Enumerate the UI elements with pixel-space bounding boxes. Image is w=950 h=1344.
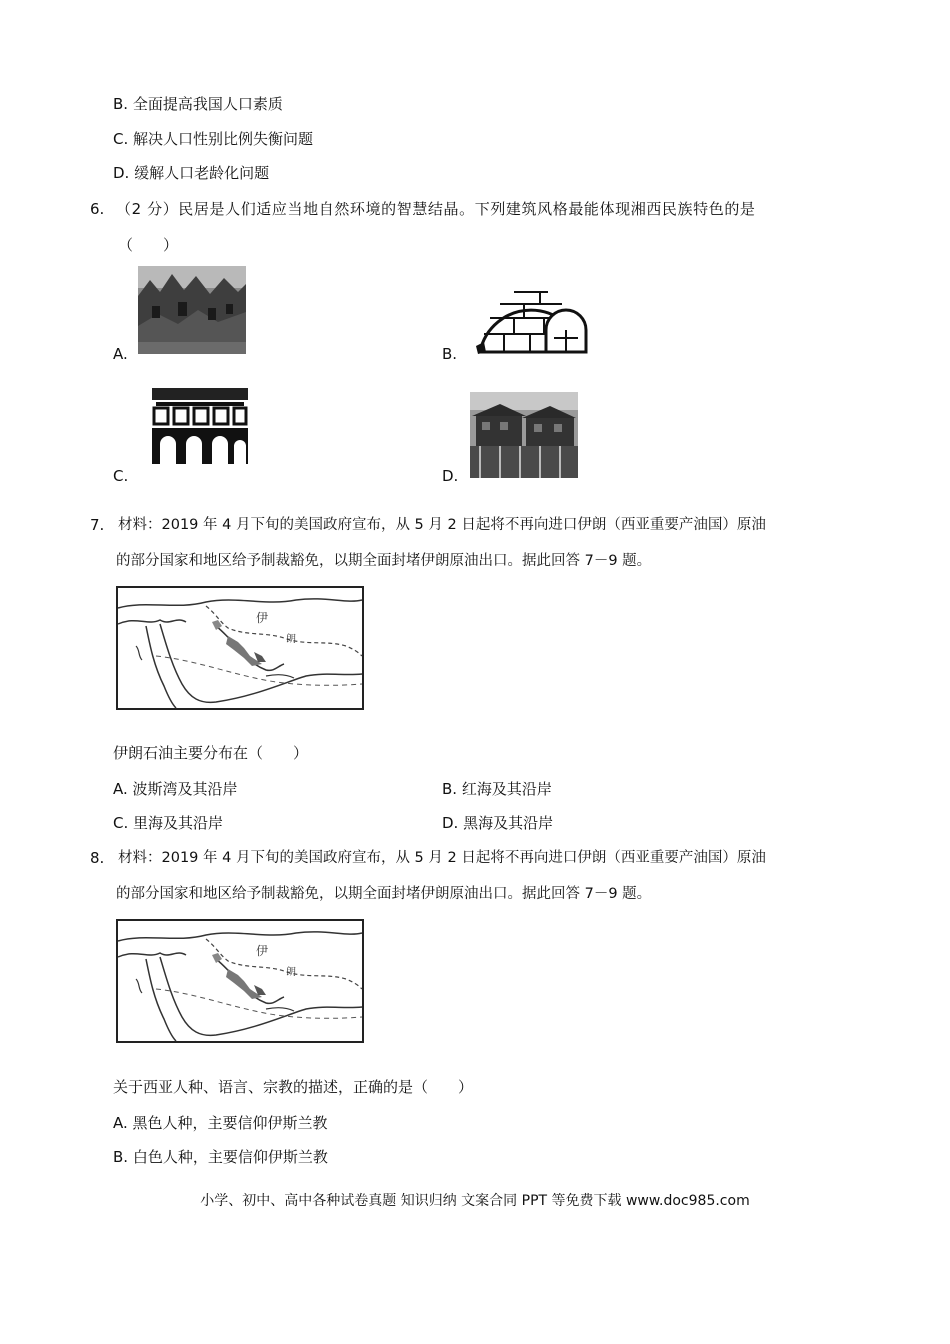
q8-option-b: B. 白色人种，主要信仰伊斯兰教: [113, 1148, 328, 1166]
q7-map-label-yi: 伊: [256, 611, 269, 625]
q8-map-label-yi: 伊: [256, 944, 269, 958]
q6-label-d: D.: [442, 467, 459, 485]
q5-option-c: C. 解决人口性别比例失衡问题: [113, 130, 314, 148]
q7-material-line2: 的部分国家和地区给予制裁豁免，以期全面封堵伊朗原油出口。据此回答 7－9 题。: [116, 553, 652, 569]
q7-option-a: A. 波斯湾及其沿岸: [113, 780, 238, 798]
option-a-image: [138, 266, 246, 354]
q7-option-d: D. 黑海及其沿岸: [442, 814, 554, 832]
q7-number: 7.: [90, 516, 105, 534]
q5-option-b: B. 全面提高我国人口素质: [113, 95, 283, 113]
q7-west-asia-map: [116, 586, 364, 710]
option-c-image: [148, 384, 252, 470]
q8-material-line1: 材料：2019 年 4 月下旬的美国政府宣布，从 5 月 2 日起将不再向进口伊朗（西亚重要产油国）原油: [118, 850, 766, 866]
q7-map-label-lang: 朗: [286, 634, 296, 645]
q6-label-b: B.: [442, 345, 458, 363]
q8-question: 关于西亚人种、语言、宗教的描述，正确的是（ ）: [113, 1078, 474, 1096]
q8-map-label-lang: 朗: [286, 967, 296, 978]
page-footer: 小学、初中、高中各种试卷真题 知识归纳 文案合同 PPT 等免费下载 www.doc985.com: [200, 1193, 750, 1209]
q6-stem: （2 分）民居是人们适应当地自然环境的智慧结晶。下列建筑风格最能体现湘西民族特色的是: [116, 200, 756, 218]
q8-option-a: A. 黑色人种，主要信仰伊斯兰教: [113, 1114, 328, 1132]
q7-option-b: B. 红海及其沿岸: [442, 780, 552, 798]
q6-number: 6.: [90, 200, 105, 218]
option-d-image: [470, 392, 578, 478]
q7-material-line1: 材料：2019 年 4 月下旬的美国政府宣布，从 5 月 2 日起将不再向进口伊朗（西亚重要产油国）原油: [118, 517, 766, 533]
option-b-igloo-image: [474, 272, 594, 358]
q7-question: 伊朗石油主要分布在（ ）: [113, 744, 309, 762]
q6-label-a: A.: [113, 345, 128, 363]
q6-label-c: C.: [113, 467, 129, 485]
q8-material-line2: 的部分国家和地区给予制裁豁免，以期全面封堵伊朗原油出口。据此回答 7－9 题。: [116, 886, 652, 902]
q8-number: 8.: [90, 849, 105, 867]
q8-west-asia-map: [116, 919, 364, 1043]
q5-option-d: D. 缓解人口老龄化问题: [113, 164, 270, 182]
q6-stem-bracket: （ ）: [118, 236, 179, 254]
q7-option-c: C. 里海及其沿岸: [113, 814, 224, 832]
